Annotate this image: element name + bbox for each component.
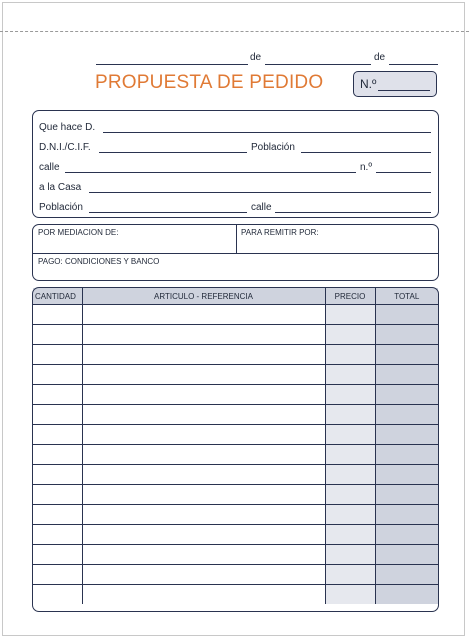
articulo-cell[interactable] [82,385,325,405]
cantidad-cell[interactable] [33,585,82,605]
total-cell[interactable] [375,425,438,445]
cantidad-cell[interactable] [33,565,82,585]
cantidad-cell[interactable] [33,545,82,565]
col-header-articulo: ARTICULO - REFERENCIA [82,288,325,305]
col-header-precio: PRECIO [325,288,375,305]
cantidad-cell[interactable] [33,425,82,445]
table-row [33,545,438,565]
que-hace-label: Que hace D. [39,122,96,133]
cantidad-cell[interactable] [33,325,82,345]
calle-label-1: calle [39,162,60,173]
precio-cell[interactable] [325,525,375,545]
precio-cell[interactable] [325,545,375,565]
total-cell[interactable] [375,525,438,545]
numero-label: n.º [360,162,372,173]
total-cell[interactable] [375,565,438,585]
precio-cell[interactable] [325,465,375,485]
precio-cell[interactable] [325,425,375,445]
total-cell[interactable] [375,545,438,565]
terms-divider-h [33,253,438,254]
cantidad-cell[interactable] [33,365,82,385]
table-row [33,585,438,605]
total-cell[interactable] [375,465,438,485]
precio-cell[interactable] [325,505,375,525]
cantidad-cell[interactable] [33,505,82,525]
total-cell[interactable] [375,445,438,465]
pago-label: PAGO: CONDICIONES Y BANCO [38,257,160,266]
articulo-cell[interactable] [82,545,325,565]
cantidad-cell[interactable] [33,445,82,465]
date-year-line[interactable] [389,64,438,65]
precio-cell[interactable] [325,305,375,325]
table-row [33,425,438,445]
cantidad-cell[interactable] [33,345,82,365]
items-table [33,288,438,604]
table-row [33,405,438,425]
table-row [33,305,438,325]
date-day-line[interactable] [96,64,248,65]
que-hace-field[interactable] [103,132,431,133]
cantidad-cell[interactable] [33,385,82,405]
order-number-label: N.º [360,77,377,91]
table-row [33,365,438,385]
order-number-box[interactable] [353,71,437,97]
articulo-cell[interactable] [82,445,325,465]
precio-cell[interactable] [325,365,375,385]
cantidad-cell[interactable] [33,305,82,325]
table-row [33,465,438,485]
precio-cell[interactable] [325,445,375,465]
poblacion-field-1[interactable] [301,152,431,153]
casa-field[interactable] [89,192,431,193]
poblacion-label-1: Población [251,142,295,153]
articulo-cell[interactable] [82,425,325,445]
total-cell[interactable] [375,325,438,345]
casa-label: a la Casa [39,182,82,193]
articulo-cell[interactable] [82,405,325,425]
customer-panel [32,110,439,218]
articulo-cell[interactable] [82,485,325,505]
articulo-cell[interactable] [82,465,325,485]
document-title: PROPUESTA DE PEDIDO [95,72,324,93]
calle-field-2[interactable] [275,212,431,213]
table-row [33,345,438,365]
date-sep-2: de [374,52,386,63]
order-number-line [378,90,430,91]
col-header-cantidad: CANTIDAD [33,288,82,305]
articulo-cell[interactable] [82,365,325,385]
cantidad-cell[interactable] [33,525,82,545]
precio-cell[interactable] [325,405,375,425]
remitir-label: PARA REMITIR POR: [241,228,319,237]
terms-panel [32,224,439,281]
table-row [33,445,438,465]
total-cell[interactable] [375,345,438,365]
precio-cell[interactable] [325,325,375,345]
table-row [33,565,438,585]
precio-cell[interactable] [325,565,375,585]
date-month-line[interactable] [265,64,371,65]
total-cell[interactable] [375,305,438,325]
articulo-cell[interactable] [82,525,325,545]
table-row [33,485,438,505]
total-cell[interactable] [375,365,438,385]
total-cell[interactable] [375,485,438,505]
cantidad-cell[interactable] [33,405,82,425]
numero-field[interactable] [376,172,431,173]
articulo-cell[interactable] [82,565,325,585]
total-cell[interactable] [375,585,438,605]
dni-field[interactable] [99,152,247,153]
date-sep-1: de [250,52,262,63]
cantidad-cell[interactable] [33,465,82,485]
precio-cell[interactable] [325,485,375,505]
poblacion-field-2[interactable] [89,212,247,213]
articulo-cell[interactable] [82,585,325,605]
terms-divider-v [236,225,237,253]
table-row [33,385,438,405]
perforation-line [0,31,469,32]
calle-label-2: calle [251,202,272,213]
col-header-total: TOTAL [375,288,438,305]
precio-cell[interactable] [325,585,375,605]
cantidad-cell[interactable] [33,485,82,505]
calle-field-1[interactable] [65,172,356,173]
mediacion-label: POR MEDIACION DE: [38,228,119,237]
table-row [33,325,438,345]
table-row [33,525,438,545]
total-cell[interactable] [375,385,438,405]
articulo-cell[interactable] [82,505,325,525]
total-cell[interactable] [375,505,438,525]
articulo-cell[interactable] [82,305,325,325]
precio-cell[interactable] [325,385,375,405]
table-row [33,505,438,525]
items-body [33,305,438,605]
articulo-cell[interactable] [82,345,325,365]
articulo-cell[interactable] [82,325,325,345]
total-cell[interactable] [375,405,438,425]
precio-cell[interactable] [325,345,375,365]
dni-label: D.N.I./C.I.F. [39,142,91,153]
table-header-row [33,288,438,305]
poblacion-label-2: Población [39,202,83,213]
